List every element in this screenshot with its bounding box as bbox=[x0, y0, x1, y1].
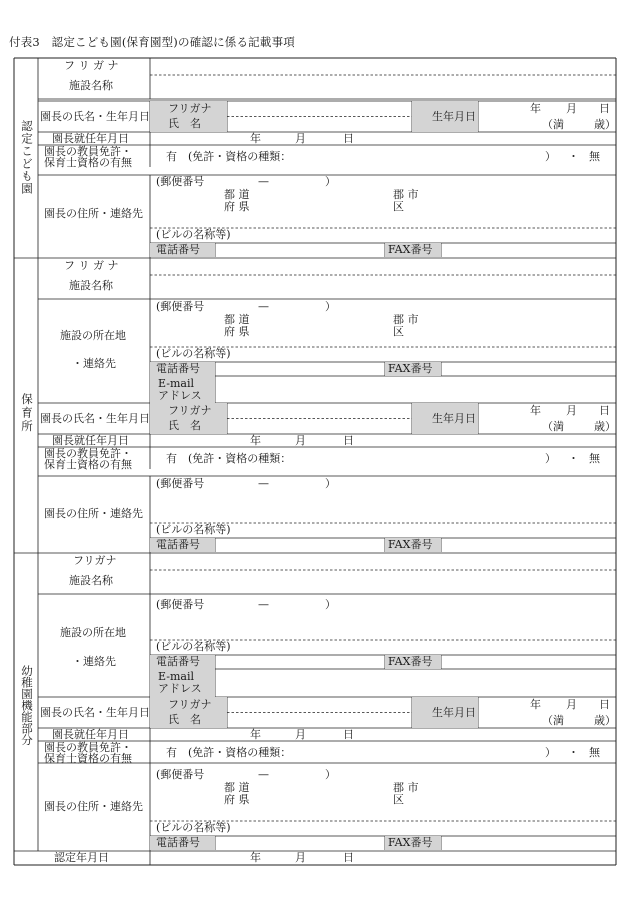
pref-fuken-label: 府 県 bbox=[224, 200, 250, 213]
email-label-line2: アドレス bbox=[158, 389, 202, 402]
ku-label: 区 bbox=[393, 325, 404, 338]
facility-furigana-label: フ リ ガ ナ bbox=[64, 59, 119, 72]
section-hoikusho-label: 保育所 bbox=[20, 393, 34, 434]
tel-label: 電話番号 bbox=[156, 362, 200, 375]
zip-label: (郵便番号 bbox=[156, 768, 205, 781]
zip-label: (郵便番号 bbox=[156, 598, 205, 611]
age-open: （満 bbox=[542, 117, 564, 131]
year-unit: 年 bbox=[250, 434, 261, 447]
pref-fuken-label: 府 県 bbox=[224, 793, 250, 806]
license-type-input[interactable] bbox=[310, 449, 630, 467]
facility-furigana-input[interactable] bbox=[151, 259, 615, 274]
tel-label: 電話番号 bbox=[156, 655, 200, 668]
zip-dash: — bbox=[258, 477, 269, 490]
year-unit: 年 bbox=[250, 728, 261, 741]
license-separator: ・ bbox=[568, 150, 579, 163]
day-unit: 日 bbox=[343, 132, 354, 145]
license-label-line2: 保育士資格の有無 bbox=[44, 156, 132, 169]
pref-fuken-label: 府 県 bbox=[224, 325, 250, 338]
year-unit: 年 bbox=[530, 404, 541, 417]
head-name-birth-label: 園長の氏名・生年月日 bbox=[40, 705, 150, 719]
fax-input[interactable] bbox=[442, 244, 615, 256]
head-name-input[interactable] bbox=[228, 714, 411, 728]
age-open: （満 bbox=[542, 713, 564, 727]
pref-todo-label: 都 道 bbox=[224, 781, 250, 794]
appointed-date-label: 園長就任年月日 bbox=[52, 434, 129, 447]
address-input[interactable] bbox=[154, 611, 612, 640]
pref-todo-label: 都 道 bbox=[224, 188, 250, 201]
birthdate-label: 生年月日 bbox=[432, 411, 476, 425]
license-label-line1: 園長の教員免許・ bbox=[44, 741, 132, 754]
license-yes-label: 有 (免許・資格の種類： bbox=[166, 746, 292, 759]
zip-close: ） bbox=[325, 175, 336, 188]
zip-input[interactable] bbox=[210, 769, 320, 781]
license-type-input[interactable] bbox=[310, 743, 630, 761]
gun-shi-label: 郡 市 bbox=[393, 313, 419, 326]
day-unit: 日 bbox=[599, 698, 610, 711]
building-name-input[interactable] bbox=[240, 348, 614, 360]
tel-input[interactable] bbox=[216, 539, 384, 551]
facility-name-label: 施設名称 bbox=[69, 574, 113, 587]
confirmation-form bbox=[14, 58, 616, 865]
license-no-label: 無 bbox=[589, 746, 600, 759]
fax-label: FAX番号 bbox=[388, 538, 433, 551]
facility-furigana-input[interactable] bbox=[151, 59, 615, 74]
appointed-date-input[interactable] bbox=[151, 133, 615, 144]
email-input[interactable] bbox=[216, 377, 615, 403]
tel-label: 電話番号 bbox=[156, 243, 200, 256]
month-unit: 月 bbox=[295, 851, 306, 864]
license-yes-label: 有 (免許・資格の種類： bbox=[166, 452, 292, 465]
head-name-birth-label: 園長の氏名・生年月日 bbox=[40, 109, 150, 123]
license-no-label: 無 bbox=[589, 150, 600, 163]
head-name-input[interactable] bbox=[228, 420, 411, 434]
certified-date-input[interactable] bbox=[151, 852, 615, 864]
birthdate-label: 生年月日 bbox=[432, 109, 476, 123]
building-name-label: (ビルの名称等) bbox=[156, 523, 231, 536]
facility-name-label: 施設名称 bbox=[69, 279, 113, 292]
fax-label: FAX番号 bbox=[388, 836, 433, 849]
year-unit: 年 bbox=[250, 851, 261, 864]
head-address-label: 園長の住所・連絡先 bbox=[44, 507, 143, 520]
appointed-date-label: 園長就任年月日 bbox=[52, 728, 129, 741]
fax-input[interactable] bbox=[442, 837, 615, 849]
day-unit: 日 bbox=[343, 728, 354, 741]
location-label-line2: ・連絡先 bbox=[72, 357, 116, 370]
furigana-sublabel: フリガナ bbox=[168, 404, 212, 417]
furigana-sublabel: フリガナ bbox=[168, 698, 212, 711]
address-input[interactable] bbox=[154, 188, 612, 228]
building-name-input[interactable] bbox=[240, 229, 614, 241]
month-unit: 月 bbox=[295, 132, 306, 145]
birthdate-label: 生年月日 bbox=[432, 705, 476, 719]
facility-name-input[interactable] bbox=[151, 276, 615, 298]
facility-name-input[interactable] bbox=[151, 571, 615, 593]
gun-shi-label: 郡 市 bbox=[393, 781, 419, 794]
appointed-date-label: 園長就任年月日 bbox=[52, 132, 129, 145]
facility-furigana-label: フ リ ガ ナ bbox=[64, 259, 119, 272]
section-kodomoen-label: 認定こども園 bbox=[20, 120, 34, 195]
zip-input[interactable] bbox=[210, 599, 320, 611]
address-input[interactable] bbox=[154, 781, 612, 821]
address-input[interactable] bbox=[154, 490, 612, 523]
license-label-line1: 園長の教員免許・ bbox=[44, 447, 132, 460]
license-label-line2: 保育士資格の有無 bbox=[44, 752, 132, 765]
zip-close: ） bbox=[325, 477, 336, 490]
fax-input[interactable] bbox=[442, 539, 615, 551]
head-furigana-input[interactable] bbox=[228, 698, 411, 713]
location-label-line1: 施設の所在地 bbox=[60, 626, 126, 639]
building-name-label: (ビルの名称等) bbox=[156, 228, 231, 241]
tel-label: 電話番号 bbox=[156, 836, 200, 849]
license-separator: ・ bbox=[568, 452, 579, 465]
year-unit: 年 bbox=[250, 132, 261, 145]
zip-label: (郵便番号 bbox=[156, 477, 205, 490]
head-name-birth-label: 園長の氏名・生年月日 bbox=[40, 411, 150, 425]
section-yochien-label: 幼稚園機能部分 bbox=[20, 665, 34, 746]
age-open: （満 bbox=[542, 419, 564, 433]
day-unit: 日 bbox=[599, 102, 610, 115]
certified-date-label: 認定年月日 bbox=[54, 851, 109, 864]
building-name-label: (ビルの名称等) bbox=[156, 640, 231, 653]
license-label-line1: 園長の教員免許・ bbox=[44, 145, 132, 158]
pref-todo-label: 都 道 bbox=[224, 313, 250, 326]
page-title: 付表3 認定こども園(保育園型)の確認に係る記載事項 bbox=[9, 35, 295, 49]
month-unit: 月 bbox=[295, 434, 306, 447]
month-unit: 月 bbox=[566, 698, 577, 711]
zip-dash: — bbox=[258, 598, 269, 611]
building-name-input[interactable] bbox=[240, 524, 614, 536]
furigana-sublabel: フリガナ bbox=[168, 102, 212, 115]
day-unit: 日 bbox=[343, 434, 354, 447]
gun-shi-label: 郡 市 bbox=[393, 188, 419, 201]
zip-close: ） bbox=[325, 300, 336, 313]
building-name-label: (ビルの名称等) bbox=[156, 821, 231, 834]
head-furigana-input[interactable] bbox=[228, 102, 411, 117]
day-unit: 日 bbox=[343, 851, 354, 864]
license-yes-label: 有 (免許・資格の種類： bbox=[166, 150, 292, 163]
zip-dash: — bbox=[258, 175, 269, 188]
facility-name-input[interactable] bbox=[151, 76, 615, 98]
fax-label: FAX番号 bbox=[388, 362, 433, 375]
tel-input[interactable] bbox=[216, 837, 384, 849]
month-unit: 月 bbox=[295, 728, 306, 741]
appointed-date-input[interactable] bbox=[151, 435, 615, 446]
license-label-line2: 保育士資格の有無 bbox=[44, 458, 132, 471]
appointed-date-input[interactable] bbox=[151, 729, 615, 740]
ku-label: 区 bbox=[393, 793, 404, 806]
license-close-paren: ） bbox=[545, 452, 556, 465]
age-close: 歳） bbox=[594, 117, 616, 131]
head-address-label: 園長の住所・連絡先 bbox=[44, 800, 143, 813]
zip-input[interactable] bbox=[210, 176, 320, 188]
license-type-input[interactable] bbox=[310, 147, 630, 165]
age-close: 歳） bbox=[594, 713, 616, 727]
name-sublabel: 氏 名 bbox=[168, 116, 201, 130]
email-label-line2: アドレス bbox=[158, 682, 202, 695]
zip-close: ） bbox=[325, 598, 336, 611]
facility-name-label: 施設名称 bbox=[69, 79, 113, 92]
facility-furigana-input[interactable] bbox=[151, 554, 615, 569]
zip-close: ） bbox=[325, 768, 336, 781]
location-label-line1: 施設の所在地 bbox=[60, 329, 126, 342]
email-label-line1: E-mail bbox=[158, 670, 194, 683]
month-unit: 月 bbox=[566, 102, 577, 115]
fax-label: FAX番号 bbox=[388, 655, 433, 668]
facility-furigana-label: フリガナ bbox=[73, 554, 117, 567]
tel-input[interactable] bbox=[216, 244, 384, 256]
age-close: 歳） bbox=[594, 419, 616, 433]
zip-label: (郵便番号 bbox=[156, 300, 205, 313]
month-unit: 月 bbox=[566, 404, 577, 417]
email-label-line1: E-mail bbox=[158, 377, 194, 390]
name-sublabel: 氏 名 bbox=[168, 418, 201, 432]
zip-label: (郵便番号 bbox=[156, 175, 205, 188]
zip-dash: — bbox=[258, 768, 269, 781]
tel-input[interactable] bbox=[216, 656, 384, 668]
location-label-line2: ・連絡先 bbox=[72, 655, 116, 668]
ku-label: 区 bbox=[393, 200, 404, 213]
head-furigana-input[interactable] bbox=[228, 404, 411, 419]
fax-input[interactable] bbox=[442, 656, 615, 668]
zip-input[interactable] bbox=[210, 301, 320, 313]
zip-dash: — bbox=[258, 300, 269, 313]
fax-input[interactable] bbox=[442, 363, 615, 375]
address-input[interactable] bbox=[154, 313, 612, 347]
building-name-input[interactable] bbox=[240, 822, 614, 834]
fax-label: FAX番号 bbox=[388, 243, 433, 256]
license-separator: ・ bbox=[568, 746, 579, 759]
year-unit: 年 bbox=[530, 102, 541, 115]
building-name-label: (ビルの名称等) bbox=[156, 347, 231, 360]
license-close-paren: ） bbox=[545, 150, 556, 163]
day-unit: 日 bbox=[599, 404, 610, 417]
name-sublabel: 氏 名 bbox=[168, 712, 201, 726]
license-close-paren: ） bbox=[545, 746, 556, 759]
email-input[interactable] bbox=[216, 670, 615, 696]
head-name-input[interactable] bbox=[228, 118, 411, 132]
year-unit: 年 bbox=[530, 698, 541, 711]
license-no-label: 無 bbox=[589, 452, 600, 465]
zip-input[interactable] bbox=[210, 478, 320, 490]
building-name-input[interactable] bbox=[240, 641, 614, 653]
head-address-label: 園長の住所・連絡先 bbox=[44, 207, 143, 220]
tel-label: 電話番号 bbox=[156, 538, 200, 551]
tel-input[interactable] bbox=[216, 363, 384, 375]
